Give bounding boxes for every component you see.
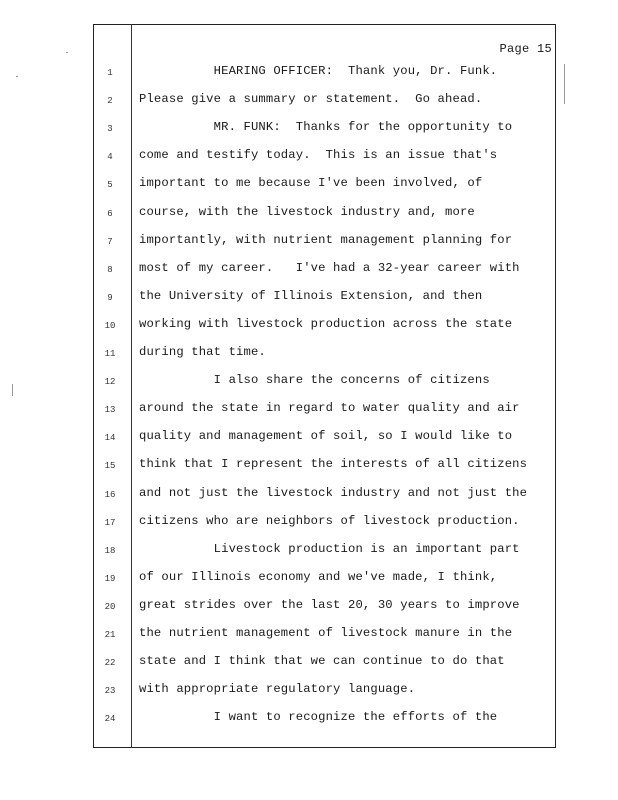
transcript-line [0,92,618,110]
line-text: Livestock production is an important part [139,541,520,556]
transcript-line [0,289,618,307]
line-number: 5 [107,180,113,191]
line-number: 14 [104,433,116,444]
line-number: 16 [104,489,116,500]
line-number: 21 [104,630,116,640]
line-text: and not just the livestock industry and not just the [139,485,528,500]
line-text: around the state in regard to water quality and air [139,401,520,416]
line-text: most of my career. I've had a 32-year career with [139,260,520,275]
line-text: come and testify today. This is an issue that's [139,148,498,163]
line-number: 22 [104,658,116,669]
line-text: state and I think that we can continue to do that [139,654,505,669]
line-number: 8 [107,264,113,275]
transcript-line [0,233,618,251]
line-number: 3 [107,124,113,135]
transcript-line [0,570,618,588]
page-number: Page 15 [499,42,552,56]
line-text: working with livestock production across the state [139,316,513,331]
line-text: important to me because I've been involved, of [139,176,483,191]
line-number: 13 [104,405,116,416]
line-number: 20 [104,601,116,612]
transcript-line [0,373,618,391]
line-number: 6 [107,208,113,219]
line-text: during that time. [139,345,266,359]
line-text: the University of Illinois Extension, and then [139,288,483,303]
line-number: 7 [107,236,113,247]
line-text: Please give a summary or statement. Go ahead. [139,92,483,107]
line-text: I also share the concerns of citizens [139,373,490,388]
transcript-line [0,542,618,560]
line-number: 15 [104,461,116,472]
line-number: 1 [107,68,113,78]
transcript-line [0,514,618,532]
line-number: 23 [104,686,116,697]
transcript-line [0,682,618,700]
transcript-line [0,205,618,223]
scan-speck [16,76,18,77]
line-number: 10 [104,320,116,331]
transcript-line [0,317,618,335]
line-text: quality and management of soil, so I would like to [139,429,513,444]
scan-speck [12,384,13,396]
line-text: HEARING OFFICER: Thank you, Dr. Funk. [139,64,498,78]
line-text: of our Illinois economy and we've made, I think, [139,569,498,584]
line-number: 9 [107,292,113,303]
transcript-line [0,486,618,504]
transcript-line [0,457,618,475]
scan-speck [66,52,68,53]
line-text: with appropriate regulatory language. [139,682,416,697]
line-number: 2 [107,96,113,107]
line-number: 24 [104,714,116,725]
line-number: 17 [104,517,116,528]
line-number: 18 [104,545,116,556]
line-text: citizens who are neighbors of livestock production. [139,513,520,528]
transcript-line [0,345,618,363]
transcript-line [0,64,618,82]
transcript-line [0,148,618,166]
transcript-line [0,429,618,447]
transcript-line [0,710,618,728]
scan-speck [564,64,565,104]
line-text: MR. FUNK: Thanks for the opportunity to [139,120,513,135]
transcript-line [0,654,618,672]
line-number: 4 [107,152,113,163]
line-number: 11 [104,349,116,359]
line-text: think that I represent the interests of all citizens [139,457,528,472]
transcript-line [0,176,618,194]
transcript-line [0,401,618,419]
line-text: course, with the livestock industry and, more [139,204,475,219]
transcript-line [0,120,618,138]
line-text: importantly, with nutrient management planning for [139,232,513,247]
transcript-line [0,598,618,616]
line-text: great strides over the last 20, 30 years to improve [139,597,520,612]
line-text: I want to recognize the efforts of the [139,710,498,725]
line-number: 19 [104,573,116,584]
transcript-line [0,261,618,279]
line-text: the nutrient management of livestock manure in the [139,626,513,640]
transcript-line [0,626,618,644]
line-number: 12 [104,377,116,388]
